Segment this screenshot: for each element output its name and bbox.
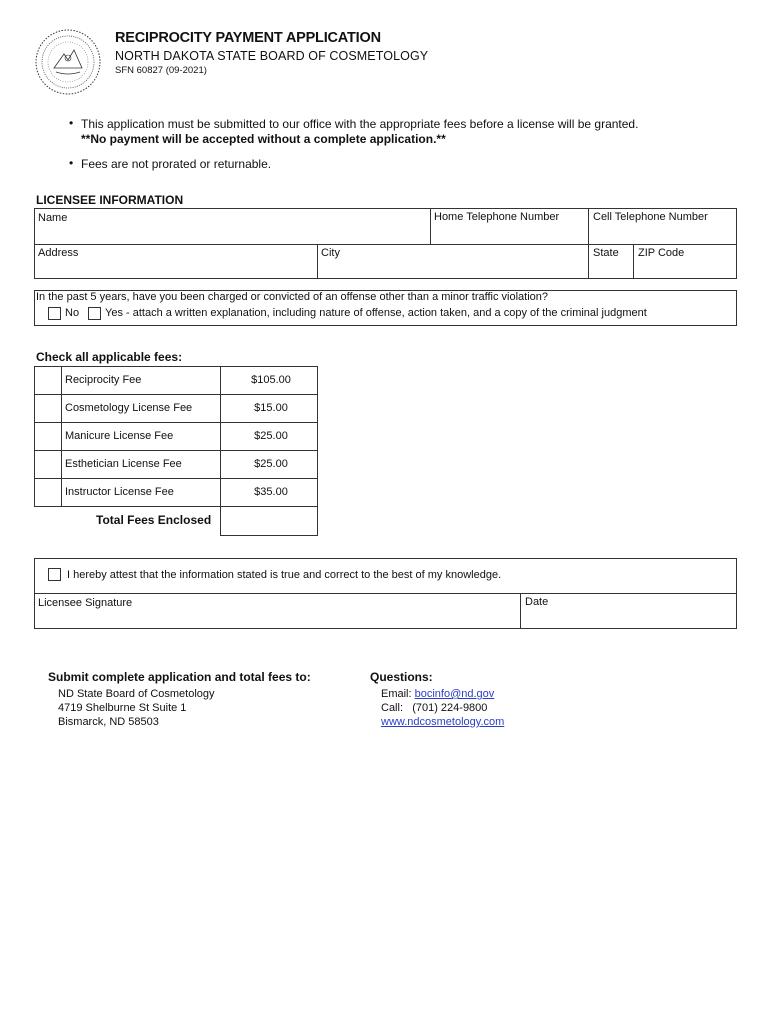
offense-question: In the past 5 years, have you been charged or convicted of an offense other than a minor traffic violation?	[36, 291, 549, 303]
questions-heading: Questions:	[370, 670, 433, 684]
fee-name: Esthetician License Fee	[65, 458, 182, 470]
divider	[34, 244, 737, 245]
address-line: ND State Board of Cosmetology	[58, 688, 215, 700]
address-line: Bismarck, ND 58503	[58, 716, 159, 728]
fee-name: Cosmetology License Fee	[65, 402, 193, 414]
state-label: State	[593, 247, 619, 259]
fee-row	[34, 422, 318, 450]
email-line	[381, 687, 504, 701]
offense-no-label: No	[65, 307, 80, 319]
offense-no-checkbox[interactable]	[48, 307, 61, 320]
offense-yes-label: Yes - attach a written explanation, including nature of offense, action taken, and a copy of the criminal judgment	[105, 307, 647, 319]
divider	[34, 593, 737, 594]
agency-name: NORTH DAKOTA STATE BOARD OF COSMETOLOGY	[115, 49, 429, 63]
home-phone-field[interactable]	[434, 211, 559, 223]
note-text: This application must be submitted to our office with the appropriate fees before a license will be granted.	[81, 117, 639, 131]
fee-checkbox[interactable]	[41, 429, 54, 442]
divider	[520, 593, 521, 629]
fee-name: Reciprocity Fee	[65, 374, 142, 386]
offense-yes-checkbox[interactable]	[88, 307, 101, 320]
address-field[interactable]	[38, 247, 78, 259]
note-emphasis: **No payment will be accepted without a complete application.**	[81, 132, 446, 146]
fee-amount: $25.00	[254, 430, 288, 442]
section-heading-licensee: LICENSEE INFORMATION	[36, 193, 184, 207]
fee-row	[34, 450, 318, 478]
attest-checkbox[interactable]	[48, 568, 61, 581]
note-text: Fees are not prorated or returnable.	[81, 157, 272, 171]
zip-label: ZIP Code	[638, 247, 685, 259]
city-label: City	[321, 247, 340, 259]
website-link[interactable]: www.ndcosmetology.com	[381, 716, 505, 728]
cell-phone-label: Cell Telephone Number	[593, 211, 708, 223]
divider	[317, 244, 318, 279]
date-label: Date	[525, 596, 549, 608]
fee-amount: $105.00	[251, 374, 291, 386]
fee-row	[34, 478, 318, 506]
home-phone-label: Home Telephone Number	[434, 211, 560, 223]
state-field[interactable]	[593, 247, 619, 259]
fee-checkbox[interactable]	[41, 485, 54, 498]
fee-amount: $15.00	[254, 402, 288, 414]
zip-field[interactable]	[638, 247, 684, 259]
fees-heading: Check all applicable fees:	[36, 350, 183, 364]
mailing-address	[58, 687, 215, 729]
name-field[interactable]	[38, 212, 67, 224]
note-item	[69, 156, 272, 171]
divider	[633, 244, 634, 279]
address-line: 4719 Shelburne St Suite 1	[58, 702, 187, 714]
bullet-icon: •	[69, 156, 74, 170]
page-title: RECIPROCITY PAYMENT APPLICATION	[115, 30, 381, 46]
fee-checkbox[interactable]	[41, 457, 54, 470]
total-fees-label: Total Fees Enclosed	[96, 513, 212, 527]
website-line	[381, 715, 504, 729]
fee-name: Instructor License Fee	[65, 486, 174, 498]
fee-row	[34, 366, 318, 394]
submit-heading: Submit complete application and total fees to:	[48, 670, 311, 684]
signature-label: Licensee Signature	[38, 597, 133, 609]
city-field[interactable]	[321, 247, 340, 259]
name-label: Name	[38, 212, 68, 224]
total-fees-field[interactable]	[220, 506, 318, 536]
bullet-icon: •	[69, 116, 74, 130]
attest-statement: I hereby attest that the information stated is true and correct to the best of my knowledge.	[67, 569, 502, 581]
fee-name: Manicure License Fee	[65, 430, 174, 442]
signature-field[interactable]	[38, 597, 132, 609]
fee-checkbox[interactable]	[41, 401, 54, 414]
divider	[588, 208, 589, 279]
fee-checkbox[interactable]	[41, 373, 54, 386]
divider	[430, 208, 431, 244]
fee-row	[34, 394, 318, 422]
contact-info	[381, 687, 504, 729]
cell-phone-field[interactable]	[593, 211, 708, 223]
fee-amount: $25.00	[254, 458, 288, 470]
fee-amount: $35.00	[254, 486, 288, 498]
email-link[interactable]: bocinfo@nd.gov	[414, 688, 495, 700]
form-number: SFN 60827 (09-2021)	[115, 65, 207, 76]
call-label: Call:	[381, 702, 404, 714]
address-label: Address	[38, 247, 79, 259]
email-label: Email:	[381, 688, 412, 700]
phone-number: (701) 224-9800	[412, 702, 488, 714]
note-item	[69, 116, 639, 131]
phone-line	[381, 701, 504, 715]
state-seal-icon	[34, 28, 102, 96]
date-field[interactable]	[525, 596, 548, 608]
